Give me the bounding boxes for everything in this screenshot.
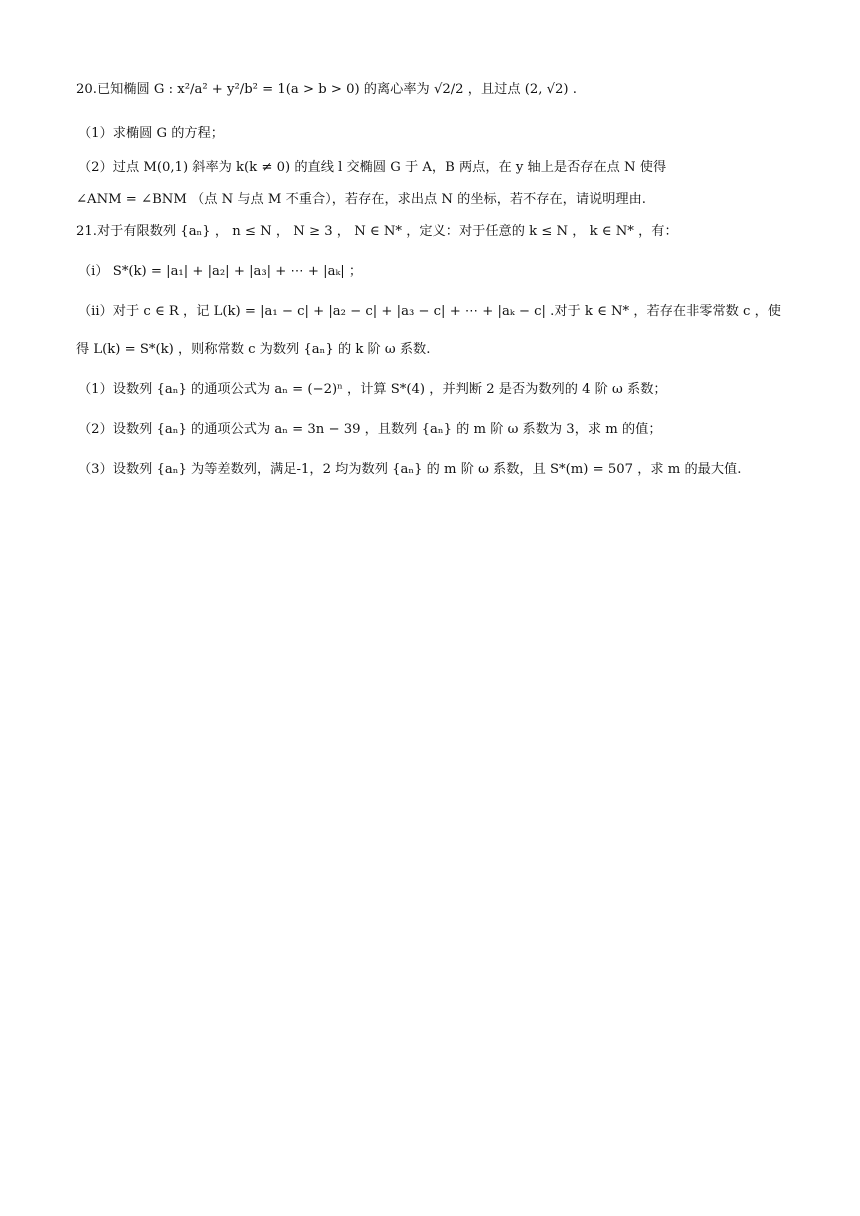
problem-21-number: 21. — [76, 224, 97, 239]
problem-21-def-ii: （ⅱ）对于 c ∈ R ，记 L(k) = |a₁ − c| + |a₂ − c| + |a₃ − c| + ⋯ + |aₖ − c| .对于 k ∈ N* ，若存在非零常数 c ，使 — [78, 304, 781, 319]
problem-20-part-1: （1）求椭圆 G 的方程； — [78, 126, 224, 141]
problem-21-statement — [76, 222, 678, 242]
problem-20-statement — [76, 80, 577, 100]
problem-21-part-1: （1）设数列 {aₙ} 的通项公式为 aₙ = (−2)ⁿ ，计算 S*(4) ，并判断 2 是否为数列的 4 阶 ω 系数； — [78, 382, 667, 397]
problem-21-part-2: （2）设数列 {aₙ} 的通项公式为 aₙ = 3n − 39 ，且数列 {aₙ} 的 m 阶 ω 系数为 3，求 m 的值； — [78, 422, 662, 437]
problem-21-def-i: （ⅰ） S*(k) = |a₁| + |a₂| + |a₃| + ⋯ + |aₖ| ； — [78, 264, 363, 279]
problem-20-number: 20. — [76, 82, 97, 97]
problem-20-part-2-cont: ∠ANM = ∠BNM （点 N 与点 M 不重合），若存在，求出点 N 的坐标，若不存在，请说明理由. — [76, 192, 646, 207]
problem-20-line-1: 已知椭圆 G : x²/a² + y²/b² = 1(a > b > 0) 的离心率为 √2/2 ，且过点 (2, √2) . — [96, 82, 577, 97]
problem-21-line-1: 对于有限数列 {aₙ} ， n ≤ N ， N ≥ 3 ， N ∈ N* ，定义：对于任意的 k ≤ N ， k ∈ N* ，有： — [96, 224, 678, 239]
problem-21-part-3: （3）设数列 {aₙ} 为等差数列，满足-1，2 均为数列 {aₙ} 的 m 阶 ω 系数，且 S*(m) = 507 ，求 m 的最大值. — [78, 462, 742, 477]
problem-21-def-ii-cont: 得 L(k) = S*(k) ，则称常数 c 为数列 {aₙ} 的 k 阶 ω 系数. — [76, 342, 431, 357]
problem-20-part-2: （2）过点 M(0,1) 斜率为 k(k ≠ 0) 的直线 l 交椭圆 G 于 A，B 两点，在 y 轴上是否存在点 N 使得 — [78, 160, 667, 175]
